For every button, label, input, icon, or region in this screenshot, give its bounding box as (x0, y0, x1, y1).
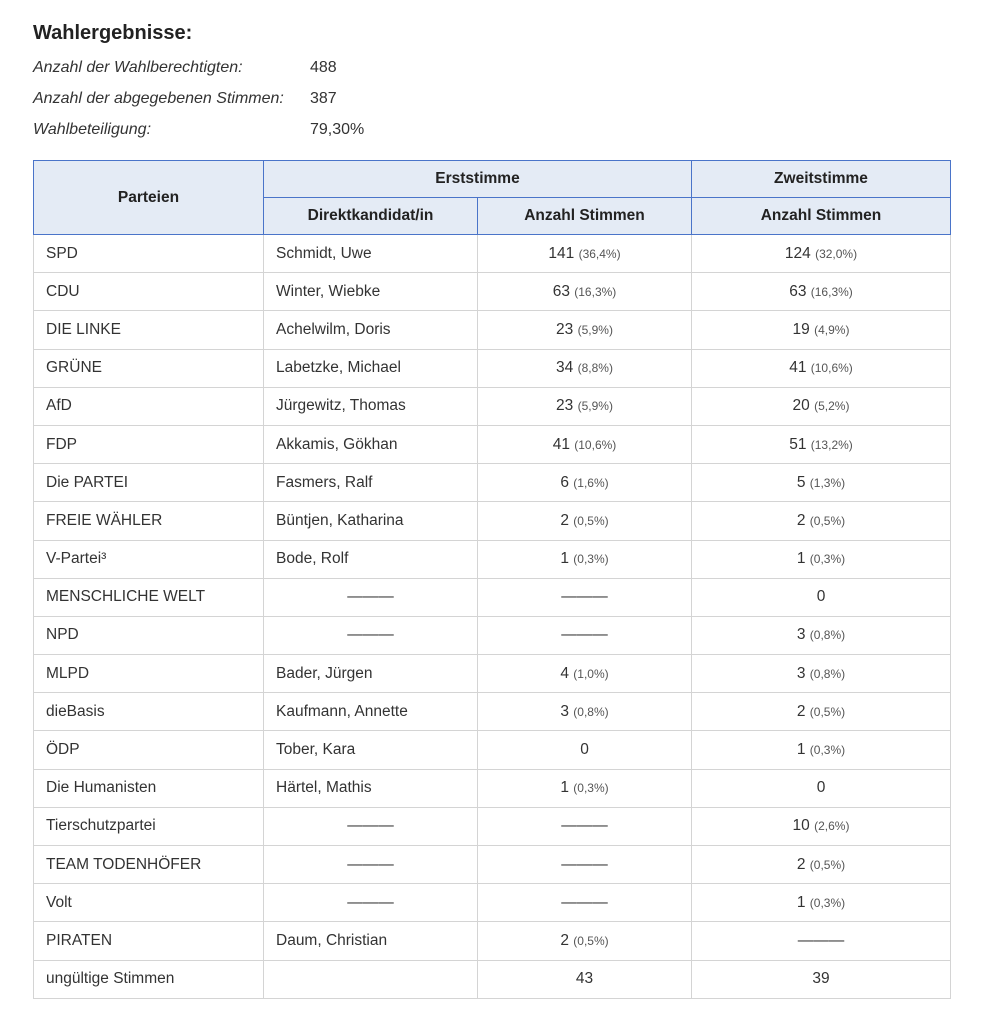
zweit-votes-cell (692, 807, 951, 845)
table-row (34, 235, 951, 273)
party-name: SPD (46, 244, 78, 262)
vote-percent: (0,8%) (809, 666, 846, 681)
party-name: dieBasis (46, 702, 105, 720)
zweit-votes-cell (692, 387, 951, 425)
table-row (34, 960, 951, 998)
zweit-votes-cell (692, 693, 951, 731)
table-row (34, 807, 951, 845)
results-body (34, 235, 951, 999)
party-name: Die Humanisten (46, 779, 157, 797)
party-name: MLPD (46, 664, 90, 682)
zweit-votes-cell (692, 502, 951, 540)
page-title: Wahlergebnisse: (33, 22, 193, 44)
candidate-cell (264, 387, 478, 425)
table-row (34, 578, 951, 616)
vote-percent: (13,2%) (810, 437, 853, 452)
table-row (34, 311, 951, 349)
vote-count: ——— (561, 855, 608, 873)
erst-votes-cell (478, 655, 692, 693)
vote-percent: (0,3%) (809, 895, 846, 910)
vote-count: 23 (556, 397, 574, 415)
party-cell (34, 425, 264, 463)
candidate-cell (264, 616, 478, 654)
candidate-name: Bode, Rolf (276, 550, 349, 568)
candidate-name: ——— (347, 855, 394, 873)
candidate-cell (264, 349, 478, 387)
header-zweitstimme: Zweitstimme (692, 161, 951, 198)
vote-percent: (0,5%) (573, 513, 609, 528)
candidate-cell (264, 311, 478, 349)
table-row (34, 273, 951, 311)
candidate-name: Jürgewitz, Thomas (276, 397, 406, 415)
vote-count: 63 (552, 282, 570, 300)
info-row-eligible (33, 52, 364, 83)
vote-count: 3 (796, 664, 806, 682)
erst-votes-cell (478, 807, 692, 845)
party-cell (34, 540, 264, 578)
zweit-votes-cell (692, 578, 951, 616)
header-direktkandidat: Direktkandidat/in (264, 198, 478, 235)
erst-votes-cell (478, 578, 692, 616)
vote-percent: (32,0%) (815, 246, 858, 261)
header-erststimme: Erststimme (264, 161, 692, 198)
info-value: 387 (310, 89, 337, 107)
vote-count: ——— (561, 626, 608, 644)
header-anzahl-erst: Anzahl Stimmen (478, 198, 692, 235)
party-cell (34, 884, 264, 922)
candidate-name: ——— (347, 588, 394, 606)
vote-count: 1 (796, 893, 806, 911)
vote-percent: (5,9%) (577, 322, 613, 337)
vote-count: ——— (797, 931, 845, 949)
info-label: Anzahl der abgegebenen Stimmen: (33, 89, 284, 107)
vote-count: 5 (796, 473, 806, 491)
vote-count: 3 (796, 626, 806, 644)
vote-percent: (0,5%) (573, 933, 609, 948)
erst-votes-cell (478, 884, 692, 922)
vote-count: 2 (796, 702, 806, 720)
candidate-name: Härtel, Mathis (276, 779, 372, 797)
candidate-cell (264, 235, 478, 273)
vote-percent: (0,8%) (573, 704, 609, 719)
table-row (34, 769, 951, 807)
erst-votes-cell (478, 273, 692, 311)
vote-percent: (1,3%) (809, 475, 846, 490)
zweit-votes-cell (692, 540, 951, 578)
election-info (33, 52, 364, 145)
party-cell (34, 235, 264, 273)
vote-percent: (5,9%) (577, 399, 613, 414)
zweit-votes-cell (692, 846, 951, 884)
erst-votes-cell (478, 922, 692, 960)
party-cell (34, 846, 264, 884)
party-name: MENSCHLICHE WELT (46, 588, 206, 606)
vote-percent: (2,6%) (814, 819, 850, 834)
party-cell (34, 311, 264, 349)
vote-count: 2 (796, 855, 806, 873)
erst-votes-cell (478, 693, 692, 731)
vote-count: 51 (789, 435, 807, 453)
vote-percent: (16,3%) (810, 284, 853, 299)
party-name: NPD (46, 626, 79, 644)
candidate-name: Winter, Wiebke (276, 282, 381, 300)
table-row (34, 349, 951, 387)
candidate-cell (264, 807, 478, 845)
party-name: Volt (46, 893, 72, 911)
table-row (34, 425, 951, 463)
erst-votes-cell (478, 846, 692, 884)
vote-count: 2 (796, 511, 806, 529)
candidate-name: ——— (347, 626, 394, 644)
vote-percent: (10,6%) (574, 437, 617, 452)
info-label: Wahlbeteiligung: (33, 120, 152, 138)
candidate-name: Kaufmann, Annette (276, 702, 408, 720)
vote-count: 43 (575, 970, 594, 988)
candidate-name: Fasmers, Ralf (276, 473, 373, 491)
info-label: Anzahl der Wahlberechtigten: (33, 58, 243, 76)
zweit-votes-cell (692, 731, 951, 769)
table-row (34, 387, 951, 425)
party-cell (34, 349, 264, 387)
info-value: 79,30% (310, 120, 365, 138)
vote-percent: (1,0%) (573, 666, 609, 681)
table-row (34, 616, 951, 654)
table-row (34, 846, 951, 884)
party-name: ÖDP (46, 741, 80, 759)
vote-count: 19 (792, 320, 810, 338)
table-row (34, 693, 951, 731)
candidate-cell (264, 540, 478, 578)
candidate-name: ——— (347, 893, 394, 911)
header-anzahl-zweit: Anzahl Stimmen (692, 198, 951, 235)
table-row (34, 922, 951, 960)
info-value: 488 (310, 58, 337, 76)
party-name: CDU (46, 282, 80, 300)
party-cell (34, 464, 264, 502)
results-table (33, 160, 951, 999)
party-cell (34, 616, 264, 654)
vote-count: 41 (552, 435, 570, 453)
candidate-cell (264, 655, 478, 693)
erst-votes-cell (478, 502, 692, 540)
vote-count: 3 (560, 702, 569, 720)
zweit-votes-cell (692, 273, 951, 311)
candidate-cell (264, 502, 478, 540)
table-row (34, 731, 951, 769)
table-row (34, 502, 951, 540)
info-row-votes-cast (33, 83, 364, 114)
party-cell (34, 578, 264, 616)
candidate-name: ——— (347, 817, 394, 835)
candidate-cell (264, 425, 478, 463)
party-name: PIRATEN (46, 931, 113, 949)
table-row (34, 464, 951, 502)
party-cell (34, 502, 264, 540)
party-name: V-Partei³ (46, 550, 107, 568)
party-name: Die PARTEI (46, 473, 129, 491)
vote-percent: (5,2%) (814, 399, 850, 414)
vote-count: 1 (796, 550, 806, 568)
vote-percent: (0,3%) (573, 552, 609, 567)
party-cell (34, 960, 264, 998)
party-name: FREIE WÄHLER (46, 511, 163, 529)
candidate-name: Achelwilm, Doris (276, 320, 391, 338)
party-cell (34, 769, 264, 807)
erst-votes-cell (478, 349, 692, 387)
candidate-cell (264, 884, 478, 922)
party-cell (34, 807, 264, 845)
vote-percent: (0,3%) (573, 781, 609, 796)
vote-count: 34 (556, 359, 574, 377)
party-name: ungültige Stimmen (46, 970, 175, 988)
candidate-cell (264, 731, 478, 769)
vote-percent: (0,3%) (809, 743, 846, 758)
vote-count: 41 (789, 359, 807, 377)
table-row (34, 884, 951, 922)
vote-count: 10 (792, 817, 810, 835)
party-cell (34, 655, 264, 693)
vote-count: 2 (560, 511, 569, 529)
zweit-votes-cell (692, 884, 951, 922)
zweit-votes-cell (692, 235, 951, 273)
party-name: FDP (46, 435, 77, 453)
info-row-turnout (33, 114, 364, 145)
zweit-votes-cell (692, 464, 951, 502)
vote-count: 1 (560, 779, 569, 797)
vote-percent: (36,4%) (578, 246, 621, 261)
vote-percent: (0,8%) (809, 628, 846, 643)
vote-count: 1 (796, 741, 806, 759)
candidate-cell (264, 693, 478, 731)
candidate-cell (264, 769, 478, 807)
erst-votes-cell (478, 616, 692, 654)
zweit-votes-cell (692, 311, 951, 349)
party-cell (34, 273, 264, 311)
vote-count: 2 (560, 931, 569, 949)
vote-count: 0 (816, 588, 826, 606)
erst-votes-cell (478, 311, 692, 349)
erst-votes-cell (478, 387, 692, 425)
party-cell (34, 387, 264, 425)
header-parteien: Parteien (34, 161, 264, 235)
erst-votes-cell (478, 464, 692, 502)
vote-count: 23 (556, 320, 574, 338)
erst-votes-cell (478, 540, 692, 578)
party-name: GRÜNE (46, 359, 102, 377)
table-row (34, 655, 951, 693)
party-name: TEAM TODENHÖFER (46, 855, 202, 873)
vote-count: 39 (812, 970, 830, 988)
candidate-cell (264, 960, 478, 998)
party-name: Tierschutzpartei (46, 817, 156, 835)
party-cell (34, 922, 264, 960)
vote-count: 6 (560, 473, 569, 491)
erst-votes-cell (478, 235, 692, 273)
vote-percent: (8,8%) (577, 361, 613, 376)
vote-count: 141 (548, 244, 575, 262)
party-name: DIE LINKE (46, 320, 121, 338)
party-cell (34, 693, 264, 731)
vote-percent: (16,3%) (574, 284, 617, 299)
table-row (34, 540, 951, 578)
vote-count: 0 (816, 779, 826, 797)
vote-count: 1 (560, 550, 569, 568)
vote-count: ——— (561, 817, 608, 835)
vote-percent: (0,5%) (809, 513, 846, 528)
zweit-votes-cell (692, 425, 951, 463)
vote-percent: (10,6%) (810, 361, 853, 376)
candidate-cell (264, 846, 478, 884)
candidate-name: Tober, Kara (276, 741, 356, 759)
vote-percent: (0,3%) (809, 552, 846, 567)
candidate-name: Akkamis, Gökhan (276, 435, 398, 453)
erst-votes-cell (478, 769, 692, 807)
vote-percent: (1,6%) (573, 475, 609, 490)
vote-count: ——— (561, 893, 608, 911)
candidate-name: Schmidt, Uwe (276, 244, 372, 262)
erst-votes-cell (478, 731, 692, 769)
erst-votes-cell (478, 960, 692, 998)
candidate-name: Labetzke, Michael (276, 359, 401, 377)
vote-count: 0 (580, 741, 589, 759)
party-cell (34, 731, 264, 769)
vote-percent: (0,5%) (809, 857, 846, 872)
candidate-name: Bader, Jürgen (276, 664, 373, 682)
erst-votes-cell (478, 425, 692, 463)
candidate-name: Büntjen, Katharina (276, 511, 404, 529)
party-name: AfD (46, 397, 72, 415)
zweit-votes-cell (692, 349, 951, 387)
candidate-cell (264, 578, 478, 616)
vote-percent: (0,5%) (809, 704, 846, 719)
candidate-cell (264, 922, 478, 960)
candidate-name: Daum, Christian (276, 931, 388, 949)
zweit-votes-cell (692, 655, 951, 693)
zweit-votes-cell (692, 960, 951, 998)
vote-count: 124 (784, 244, 811, 262)
vote-count: 63 (789, 282, 807, 300)
candidate-cell (264, 273, 478, 311)
vote-count: ——— (561, 588, 608, 606)
vote-count: 20 (792, 397, 810, 415)
vote-count: 4 (560, 664, 569, 682)
zweit-votes-cell (692, 769, 951, 807)
candidate-cell (264, 464, 478, 502)
vote-percent: (4,9%) (814, 322, 850, 337)
zweit-votes-cell (692, 616, 951, 654)
zweit-votes-cell (692, 922, 951, 960)
